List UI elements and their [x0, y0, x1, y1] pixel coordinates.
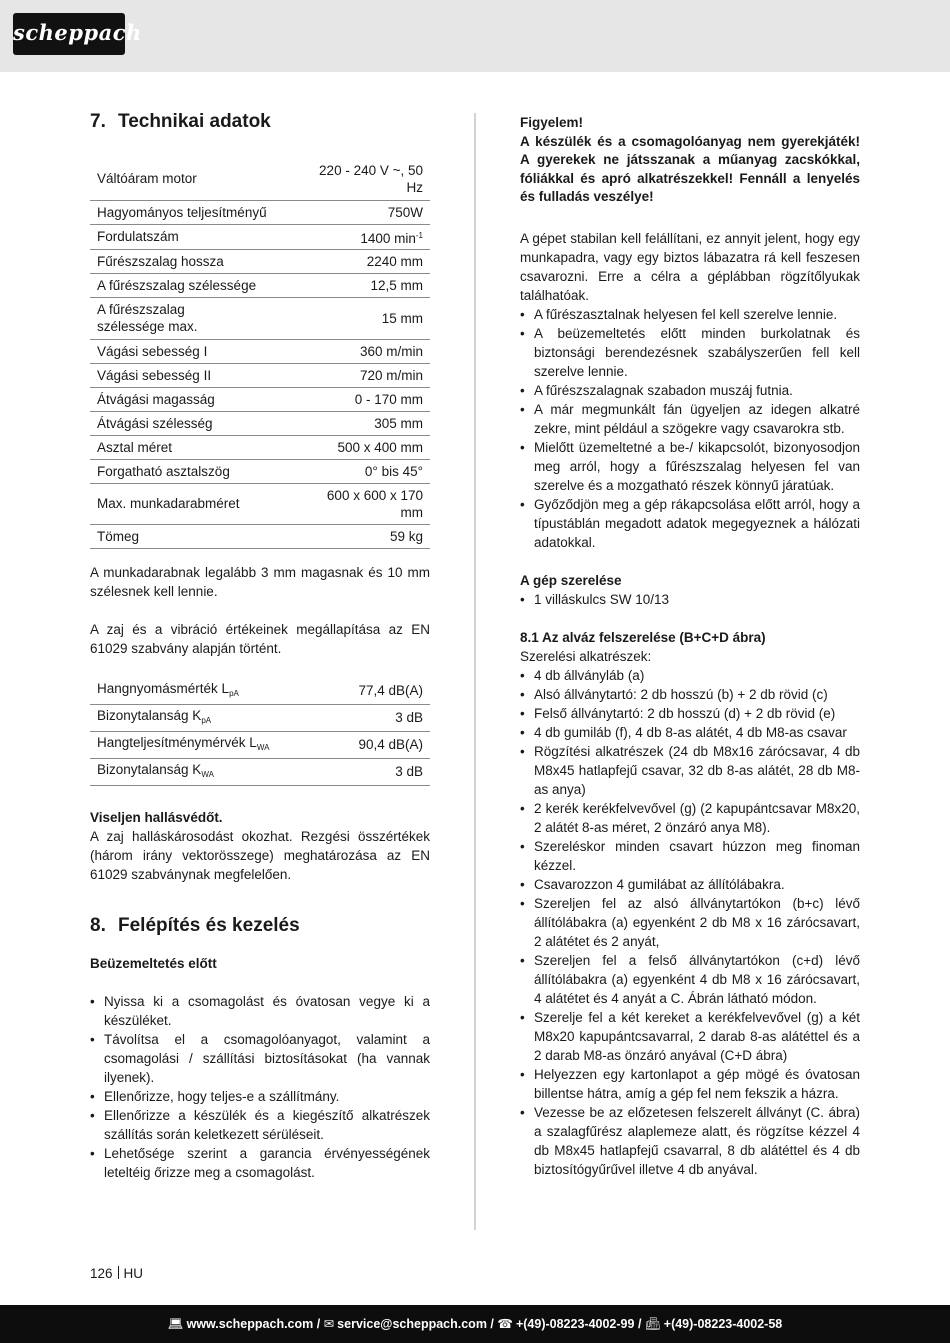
brand-logo: scheppach [13, 13, 125, 55]
list-item: • Ellenőrizze a készülék és a kiegészítő alkatrészek szállítás során keletkezett sérüléseit. [90, 1106, 430, 1144]
warning-text: A készülék és a csomagolóanyag nem gyerekjáték! A gyerekek ne játsszanak a műanyag zacskókkal, fóliákkal és apró alkatrészekkel! Fennáll a lenyelés és fulladás veszélye! [520, 133, 860, 204]
table-row: Átvágási magasság 0 - 170 mm [90, 387, 430, 411]
table-row: Váltóáram motor 220 - 240 V ~, 50 Hz [90, 158, 430, 200]
table-row: Bizonytalanság $K_{WA}$ 3 dB [90, 758, 430, 785]
left-column [90, 110, 430, 1182]
list-item: • Lehetősége szerint a garancia érvényességének leteltéig őrizze meg a csomagolást. [90, 1144, 430, 1182]
phone-number: +(49)-08223-4002-99 [515, 1317, 635, 1331]
table-row: Hagyományos teljesítményű 750W [90, 200, 430, 224]
list-item: • Szereljen fel az alsó állványtartókon (b+c) lévő állítólábakra (a) egyenként 2 db M8 x 16 zárócsavart, 2 alátétet és 2 anyát, [520, 894, 860, 951]
table-row: Fordulatszám 1400 $\min^{-1}$ [90, 224, 430, 249]
list-item: • 4 db állványláb (a) [520, 666, 860, 685]
list-item: • Győződjön meg a gép rákapcsolása előtt arról, hogy a típustáblán megadott adatok megegyeznek a hálózati adatokkal. [520, 495, 860, 552]
list-item: • Szereljen fel a felső állványtartókon (c+d) lévő állítólábakra (a) egyenként 4 db M8 x 16 zárócsavart, 4 alátétet és 4 anyát a C. Ábrán látható módon. [520, 951, 860, 1008]
list-item: • A már megmunkált fán ügyeljen az idegen alkatré zekre, mint például a szögekre vagy csavarokra stb. [520, 400, 860, 438]
table-row: Forgatható asztalszög 0° bis 45° [90, 459, 430, 483]
table-row: Hangteljesítménymérvék $L_{WA}$ 90,4 dB(A) [90, 731, 430, 758]
list-item: • 4 db gumiláb (f), 4 db 8-as alátét, 4 db M8-as csavar [520, 723, 860, 742]
table-row: Asztal méret 500 x 400 mm [90, 435, 430, 459]
specs-table [90, 158, 430, 549]
table-row: Vágási sebesség II 720 m/min [90, 363, 430, 387]
list-item: • Vezesse be az előzetesen felszerelt állványt (C. ábra) a szalagfűrész alaplemeze alatt, és rögzítse kézzel 4 db M8x45 hatlapfejű csavarral, 8 db alátéttel és 4 db biztosítógyűrűvel illetve 4 db anyával. [520, 1103, 860, 1179]
list-item: • Felső állványtartó: 2 db hosszú (d) + 2 db rövid (e) [520, 704, 860, 723]
table-row: A fűrészszalag szélessége max. 15 mm [90, 297, 430, 339]
list-item: • Alsó állványtartó: 2 db hosszú (b) + 2 db rövid (c) [520, 685, 860, 704]
list-item: • A fűrészszalagnak szabadon muszáj futnia. [520, 381, 860, 400]
workpiece-note: A munkadarabnak legalább 3 mm magasnak és 10 mm szélesnek kell lennie. [90, 564, 430, 599]
column-divider [474, 113, 476, 1230]
hearing-protection-heading: Viseljen hallásvédőt. [90, 809, 223, 825]
list-item: • Csavarozzon 4 gumilábat az állítólábakra. [520, 875, 860, 894]
table-row: Vágási sebesség I 360 m/min [90, 339, 430, 363]
mail-icon: ✉︎ [323, 1317, 335, 1331]
stand-assembly-heading: 8.1 Az alváz felszerelése (B+C+D ábra) [520, 629, 766, 645]
table-row: Fűrészszalag hossza 2240 mm [90, 249, 430, 273]
table-row: Tömeg 59 kg [90, 524, 430, 548]
hearing-protection-text: A zaj halláskárosodást okozhat. Rezgési összértékek (három irány vektorösszege) meghatározása az EN 61029 szabványnak megfelelően. [90, 828, 430, 882]
list-item: • Szereléskor minden csavart húzzon meg finoman kézzel. [520, 837, 860, 875]
list-item: • Mielőtt üzemeltetné a be-/ kikapcsolót, bizonyosodjon meg arról, hogy a fűrészszalag helyesen fel van szerelve és a mozgatható részek könnyű járatúak. [520, 438, 860, 495]
list-item: • Helyezzen egy kartonlapot a gép mögé és óvatosan billentse hátra, amíg a gép fel nem fekszik a házra. [520, 1065, 860, 1103]
section-title-technical-data: 7. Technikai adatok [90, 111, 271, 132]
noise-standard-note: A zaj és a vibráció értékeinek megállapítása az EN 61029 szabvány alapján történt. [90, 621, 430, 656]
table-row: Bizonytalanság $K_{pA}$ 3 dB [90, 704, 430, 731]
computer-icon: 💻︎ [167, 1317, 184, 1331]
list-item: • A fűrészasztalnak helyesen fel kell szerelve lennie. [520, 305, 860, 324]
installation-list [520, 305, 860, 552]
before-operation-list [90, 992, 430, 1182]
page-separator [118, 1266, 119, 1279]
website-link[interactable]: www.scheppach.com [186, 1317, 314, 1331]
list-item: • 1 villáskulcs SW 10/13 [520, 590, 860, 609]
list-item: • Távolítsa el a csomagolóanyagot, valamint a csomagolási / szállítási biztosításokat (ha vannak ilyenek). [90, 1030, 430, 1087]
warning-heading: Figyelem! [520, 115, 584, 130]
table-row: A fűrészszalag szélessége 12,5 mm [90, 273, 430, 297]
fax-icon: 📠︎ [644, 1317, 661, 1331]
list-item: • Rögzítési alkatrészek (24 db M8x16 zárócsavar, 4 db M8x45 hatlapfejű csavar, 32 db 8-as alátét, 28 db M8-as anya) [520, 742, 860, 799]
before-operation-heading: Beüzemeltetés előtt [90, 955, 217, 971]
table-row: Hangnyomásmérték $L_{pA}$ 77,4 dB(A) [90, 678, 430, 705]
email-link[interactable]: service@scheppach.com [337, 1317, 487, 1331]
list-item: • 2 kerék kerékfelvevővel (g) (2 kapupántcsavar M8x20, 2 alátét 8-as méret, 2 önzáró anya M8). [520, 799, 860, 837]
right-column [520, 114, 860, 1179]
footer-contact-bar: 💻︎ www.scheppach.com / ✉︎ service@scheppach.com / ☎︎ +(49)-08223-4002-99 / 📠︎ +(49)-08223-4002-58 [0, 1305, 950, 1343]
section-title-construction: 8. Felépítés és kezelés [90, 914, 300, 936]
stand-assembly-list [520, 666, 860, 1179]
list-item: • Szerelje fel a két kereket a kerékfelvevővel (g) a két M8x20 kapupántcsavarral, 2 darab 8-as alátéttel és a 2 darab M8-as önzáró anyával (C+D ábra) [520, 1008, 860, 1065]
list-item: • Ellenőrizze, hogy teljes-e a szállítmány. [90, 1087, 430, 1106]
noise-table [90, 678, 430, 786]
fax-number: +(49)-08223-4002-58 [663, 1317, 783, 1331]
phone-icon: ☎︎ [497, 1317, 513, 1331]
list-item: • Nyissa ki a csomagolást és óvatosan vegye ki a készüléket. [90, 992, 430, 1030]
assembly-heading: A gép szerelése [520, 572, 622, 588]
table-row: Átvágási szélesség 305 mm [90, 411, 430, 435]
header-band [0, 0, 950, 72]
installation-intro: A gépet stabilan kell felállítani, ez annyit jelent, hogy egy munkapadra, vagy egy biztos lábazatra rá kell feszesen csavarozni. Erre a célra a géplábban rögzítőlyukak találhatóak. [520, 230, 860, 303]
list-item: • A beüzemeltetés előtt minden burkolatnak és biztonsági berendezésnek szabályszerűen fell kell szerelve lennie. [520, 324, 860, 381]
page-number: 126 HU [90, 1266, 144, 1281]
parts-label: Szerelési alkatrészek: [520, 648, 652, 664]
assembly-tools-list [520, 590, 860, 609]
table-row: Max. munkadarabméret 600 x 600 x 170 mm [90, 483, 430, 524]
